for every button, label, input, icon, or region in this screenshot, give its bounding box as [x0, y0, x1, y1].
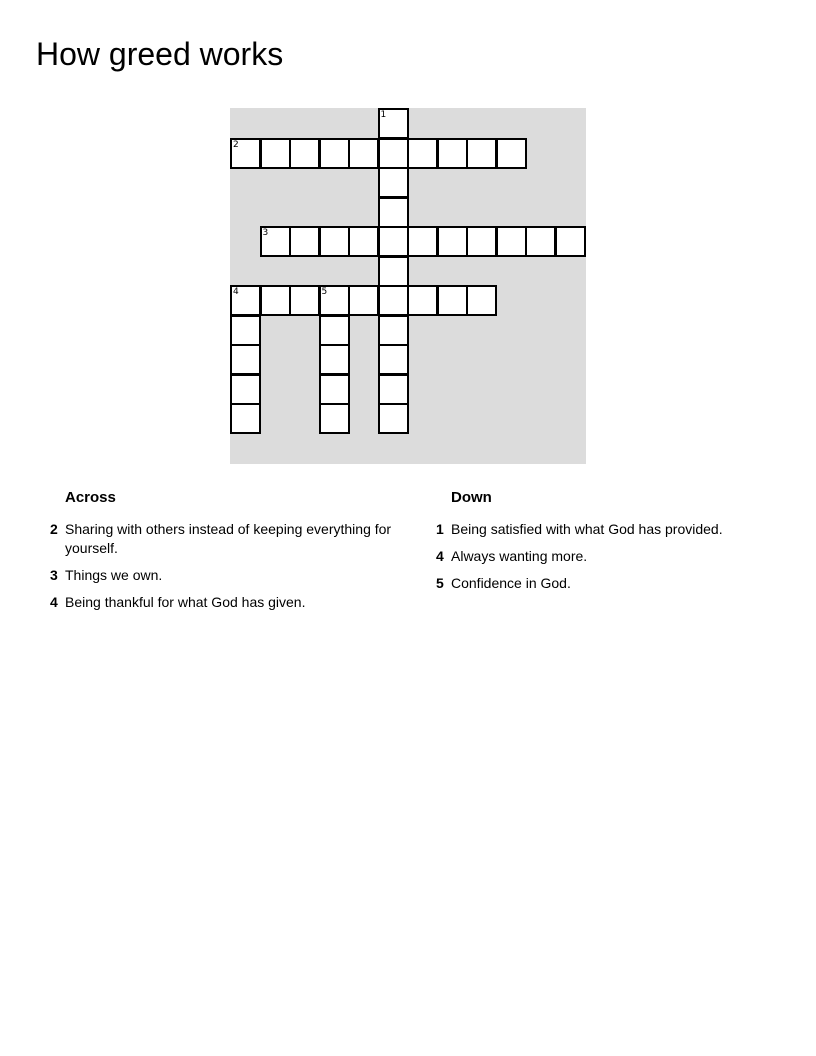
grid-cell[interactable]	[496, 226, 527, 257]
grid-cell[interactable]	[230, 138, 261, 169]
grid-cell[interactable]	[378, 344, 409, 375]
clue-number: 2	[50, 521, 58, 537]
across-clues	[46, 488, 396, 620]
grid-cell[interactable]	[230, 344, 261, 375]
grid-cell[interactable]	[555, 226, 586, 257]
page-title: How greed works	[36, 36, 284, 72]
grid-cell[interactable]	[378, 285, 409, 316]
grid-cell[interactable]	[319, 403, 350, 434]
cell-number: 2	[233, 139, 239, 150]
grid-cell[interactable]	[319, 226, 350, 257]
across-clue	[46, 593, 396, 612]
down-clue	[432, 547, 772, 566]
grid-cell[interactable]	[319, 138, 350, 169]
down-clues	[432, 488, 772, 601]
across-clue	[46, 520, 396, 558]
cell-number: 3	[262, 228, 269, 238]
grid-cell[interactable]	[260, 226, 291, 257]
grid-cell[interactable]	[437, 138, 468, 169]
grid-cell[interactable]	[407, 285, 438, 316]
grid-cell[interactable]	[230, 374, 261, 405]
grid-cell[interactable]	[378, 138, 409, 169]
crossword-grid	[230, 108, 586, 464]
cell-number: 5	[321, 287, 328, 297]
grid-cell[interactable]	[378, 167, 409, 198]
clue-number: 1	[436, 521, 444, 537]
clue-text: Being satisfied with what God has provided.	[451, 521, 723, 537]
grid-cell[interactable]	[378, 315, 409, 346]
grid-cell[interactable]	[319, 285, 350, 316]
clue-number: 4	[436, 548, 444, 564]
grid-cell[interactable]	[260, 285, 291, 316]
grid-cell[interactable]	[378, 403, 409, 434]
across-clue	[46, 566, 396, 585]
grid-cell[interactable]	[230, 403, 261, 434]
grid-cell[interactable]	[525, 226, 556, 257]
grid-cell[interactable]	[319, 315, 350, 346]
cell-number: 1	[380, 110, 387, 120]
grid-cell[interactable]	[378, 108, 409, 139]
grid-cell[interactable]	[407, 138, 438, 169]
grid-cell[interactable]	[496, 138, 527, 169]
grid-cell[interactable]	[437, 285, 468, 316]
grid-cell[interactable]	[378, 374, 409, 405]
cell-number: 4	[233, 287, 239, 297]
grid-cell[interactable]	[466, 138, 497, 169]
grid-cell[interactable]	[378, 226, 409, 257]
grid-cell[interactable]	[289, 138, 320, 169]
clue-text: Things we own.	[65, 567, 163, 583]
grid-cell[interactable]	[260, 138, 291, 169]
grid-cell[interactable]	[378, 256, 409, 287]
grid-cell[interactable]	[230, 285, 261, 316]
down-clue	[432, 520, 772, 539]
grid-cell[interactable]	[319, 374, 350, 405]
grid-cell[interactable]	[348, 138, 379, 169]
clue-number: 4	[50, 594, 58, 610]
clue-number: 5	[436, 575, 444, 591]
down-clue	[432, 574, 772, 593]
across-heading: Across	[65, 489, 116, 506]
clue-text: Sharing with others instead of keeping everything for yourself.	[65, 521, 392, 556]
grid-cell[interactable]	[437, 226, 468, 257]
clue-number: 3	[50, 567, 58, 583]
grid-cell[interactable]	[348, 226, 379, 257]
grid-cell[interactable]	[378, 197, 409, 228]
clue-text: Confidence in God.	[451, 575, 571, 591]
grid-cell[interactable]	[289, 226, 320, 257]
clue-text: Always wanting more.	[451, 548, 588, 564]
down-heading: Down	[451, 489, 492, 506]
grid-cell[interactable]	[230, 315, 261, 346]
grid-cell[interactable]	[407, 226, 438, 257]
clue-text: Being thankful for what God has given.	[65, 594, 306, 610]
grid-cell[interactable]	[348, 285, 379, 316]
grid-cell[interactable]	[319, 344, 350, 375]
grid-cell[interactable]	[466, 285, 497, 316]
grid-cell[interactable]	[289, 285, 320, 316]
grid-cell[interactable]	[466, 226, 497, 257]
